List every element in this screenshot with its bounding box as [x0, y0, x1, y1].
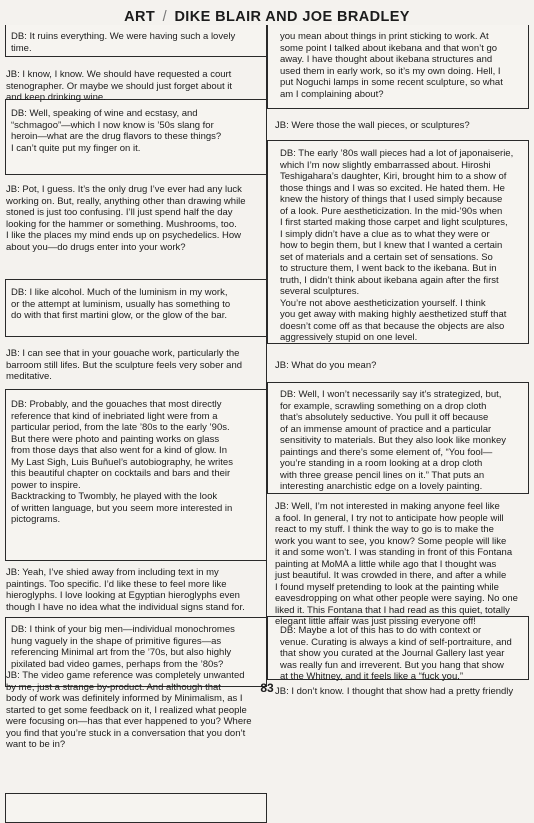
dialogue-paragraph: JB: The video game reference was completely unwanted by me, just a strange by-product. And although that body of work was definitely informed by Minimalism, as I started to get some feedback on it, I realized what people were focusing on—has that ever happened to you? Where you find that you’re stuck in a conversation that you don’t want to be in?: [6, 670, 252, 750]
article-title: DIKE BLAIR AND JOE BRADLEY: [174, 9, 410, 25]
dialogue-paragraph: JB: Pot, I guess. It’s the only drug I’ve ever had any luck working on. But, really, anything other than drawing while stoned is just too confusing. I’ll just spend half the day looking for the hammer or something. Mushrooms, too. I like the places my mind ends up on psychedelics. How about you—do drugs enter into your work?: [6, 184, 246, 253]
dialogue-paragraph: JB: Were those the wall pieces, or sculptures?: [275, 120, 470, 131]
dialogue-paragraph: JB: I don’t know. I thought that show had a pretty friendly: [275, 686, 514, 697]
section-label: ART: [124, 9, 156, 25]
db-box: [5, 793, 267, 823]
header-separator: /: [162, 9, 167, 25]
dialogue-paragraph: DB: Well, speaking of wine and ecstasy, and “schmagoo”—which I now know is ’50s slang for heroin—what are the drug flavors to these things? I can’t quite put my finger on it.: [11, 108, 222, 154]
dialogue-paragraph: you mean about things in print sticking to work. At some point I talked about ikebana and that won’t go away. I have thought about ikebana structures and used them in early work, so it’s my own doing. Hell, I put Noguchi lamps in some recent sculpture, so what am I complaining about?: [280, 31, 503, 100]
dialogue-paragraph: DB: Maybe a lot of this has to do with context or venue. Curating is always a kind of self-portraiture, and that show you curated at the Journal Gallery last year was really fun and irreverent. But you hang that show at the Whitney, and it feels like a “fuck you.”: [280, 625, 512, 682]
dialogue-paragraph: JB: Well, I’m not interested in making anyone feel like a fool. In general, I try not to anticipate how people will react to my stuff. I think the way to go is to make the work you want to see, you know? Some people will like it and some won’t. I was standing in front of this Fontana painting at MoMA a little while ago that I thought was just beautiful. It was crowded in there, and after a while I found myself pretending to look at the painting while eavesdropping on what other people were saying. No one liked it. This Fontana that I had read as this quiet, totally elegant little affair was just pissing everyone off!: [275, 501, 518, 627]
dialogue-paragraph: DB: I like alcohol. Much of the luminism in my work, or the attempt at luminism, usually has something to do with that first martini glow, or the glow of the bar.: [11, 287, 231, 321]
dialogue-paragraph: DB: The early ’80s wall pieces had a lot of japonaiserie, which I’m now slightly embarrassed about. Hiroshi Teshigahara’s daughter, Kiri, brought him to a show of those things and I was so excited. He hated them. He knew the history of things that I used simply because of a look. Pure aestheticization. In the mid-’90s when I first started making those carpet and light sculptures, I simply didn’t have a clue as to what they were or how to begin them, but I knew that I wanted a certain set of materials and a certain set of sensations. So to structure them, I went back to the ikebana. But in truth, I didn’t think about ikebana again after the first several sculptures. You’re not above aestheticization yourself. I think you get away with making highly aesthetized stuff that doesn’t come off as that because the objects are also aggressively stupid on one level.: [280, 148, 514, 343]
dialogue-paragraph: JB: I know, I know. We should have requested a court stenographer. Or maybe we should just forget about it and keep drinking wine.: [6, 69, 233, 103]
dialogue-paragraph: JB: I can see that in your gouache work, particularly the barroom still lifes. But the sculpture feels very sober and meditative.: [6, 348, 243, 382]
dialogue-paragraph: JB: Yeah, I’ve shied away from including text in my paintings. Too specific. I’d like these to feel more like hieroglyphs. I love looking at Egyptian hieroglyphs even though I have no idea what the individual signs stand for.: [6, 567, 245, 613]
page-number: 83: [260, 681, 274, 695]
dialogue-paragraph: DB: I think of your big men—individual monochromes hung vaguely in the shape of primitive figures—as referencing Minimal art from the ’70s, but also highly pixilated bad video games, perhaps from the ’80s?: [11, 624, 235, 670]
article-header: [0, 9, 534, 25]
dialogue-paragraph: DB: Well, I won’t necessarily say it’s strategized, but, for example, scrawling something on a drop cloth that’s absolutely seductive. You pull it off because of an immense amount of practice and a particular sensitivity to materials. But they also look like monkey paintings and there’s some element of, “You fool— you’re standing in a room looking at a drop cloth with three grease pencil lines on it.” That puts an interesting anarchistic edge on a lovely painting.: [280, 389, 506, 492]
dialogue-paragraph: DB: Probably, and the gouaches that most directly reference that kind of inebriated light were from a particular period, from the late ’80s to the early ’90s. But there were photo and painting works on glass from those days that also went for a kind of glow. In My Last Sigh, Luis Buñuel’s autobiography, he writes this beautiful chapter on cocktails and bars and their power to inspire. Backtracking to Twombly, he played with the look of written language, but you seem more interested in pictograms.: [11, 399, 233, 525]
dialogue-paragraph: JB: What do you mean?: [275, 360, 377, 371]
dialogue-paragraph: DB: It ruins everything. We were having such a lovely time.: [11, 31, 236, 54]
